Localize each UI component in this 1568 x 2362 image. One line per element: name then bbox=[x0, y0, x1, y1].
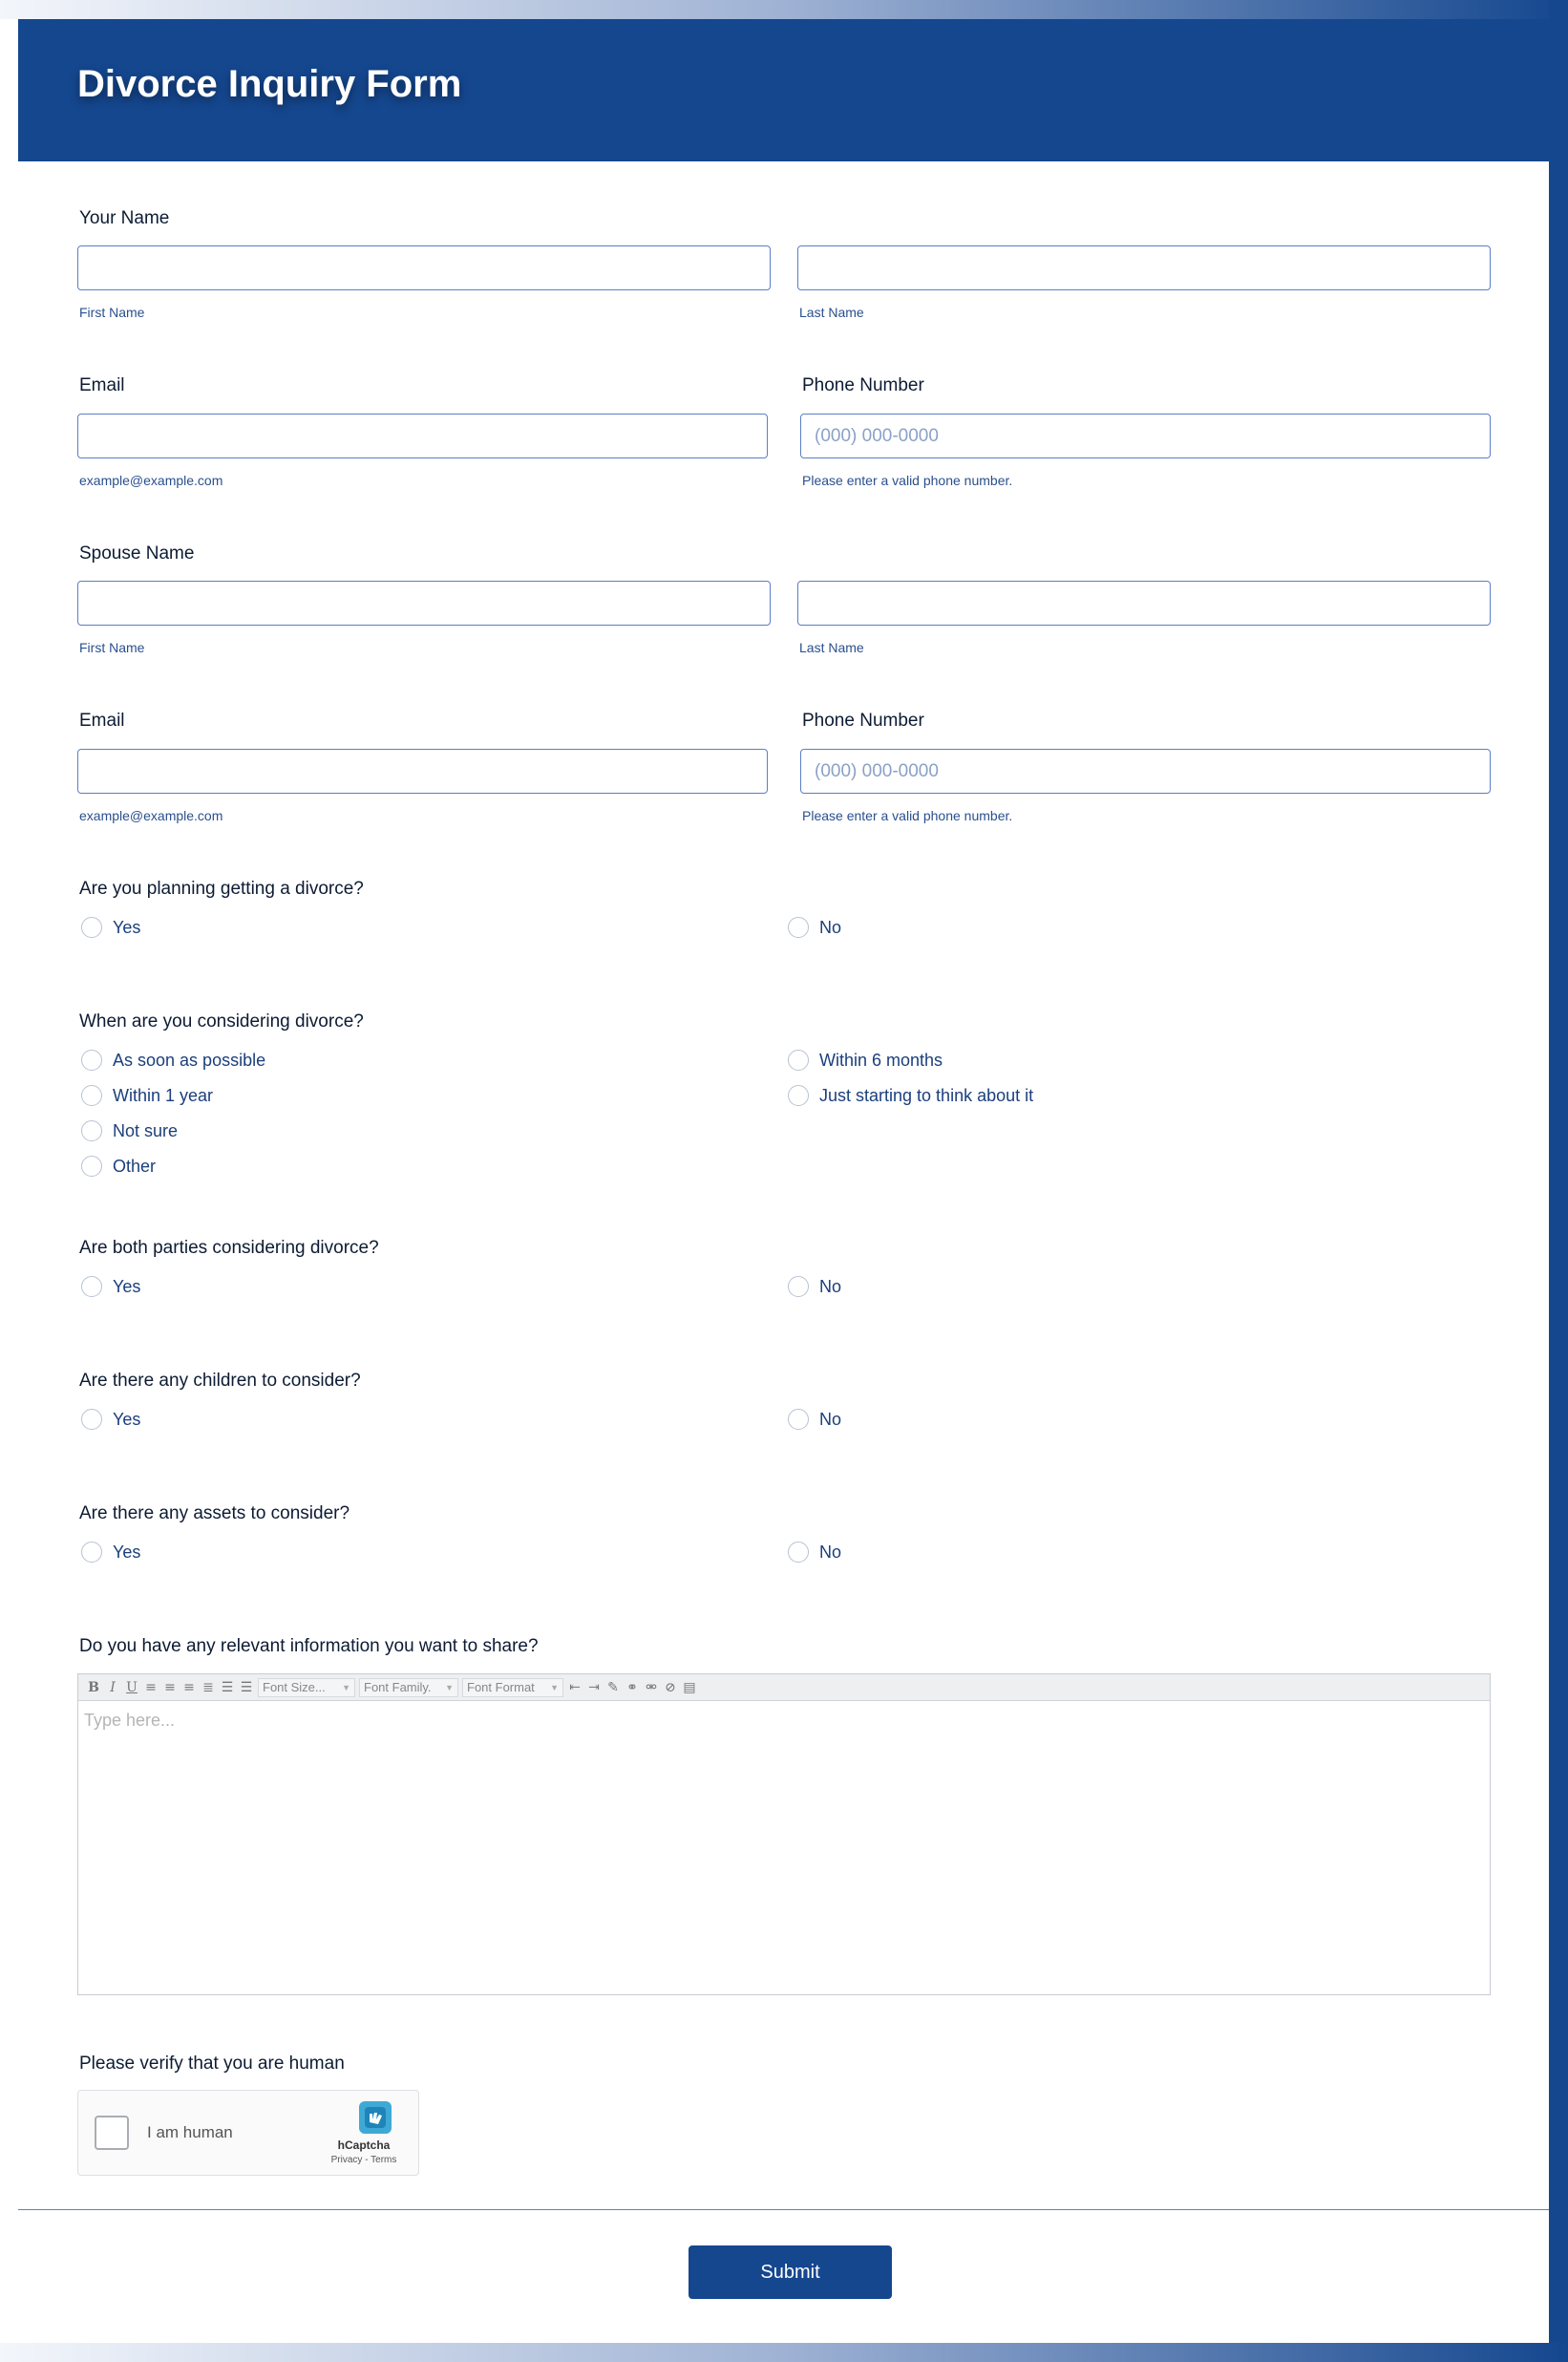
editor-toolbar bbox=[78, 1674, 1490, 1701]
unordered-list-icon[interactable]: ☰ bbox=[240, 1679, 253, 1695]
radio-circle-icon[interactable] bbox=[81, 1156, 102, 1177]
underline-icon[interactable]: U bbox=[126, 1679, 138, 1695]
font-family-select[interactable] bbox=[359, 1678, 458, 1697]
both-parties-question: Are both parties considering divorce? bbox=[79, 1238, 379, 1258]
spouse-phone-input[interactable] bbox=[800, 749, 1491, 794]
radio-label: Just starting to think about it bbox=[819, 1085, 1034, 1105]
spouse-phone-sublabel: Please enter a valid phone number. bbox=[802, 808, 1013, 823]
font-size-select[interactable] bbox=[258, 1678, 355, 1697]
submit-button[interactable]: Submit bbox=[689, 2245, 892, 2299]
both-parties-option-no[interactable] bbox=[788, 1276, 841, 1297]
font-format-select-label: Font Format bbox=[467, 1680, 535, 1694]
relevant-info-label: Do you have any relevant information you want to share? bbox=[79, 1636, 539, 1656]
outdent-icon[interactable]: ⇤ bbox=[569, 1679, 581, 1695]
relevant-info-textarea[interactable] bbox=[78, 1701, 1490, 1994]
radio-circle-icon[interactable] bbox=[788, 1409, 809, 1430]
form-header bbox=[18, 19, 1549, 161]
your-last-name-input[interactable] bbox=[797, 245, 1491, 290]
spouse-email-label: Email bbox=[79, 711, 125, 731]
radio-label: Within 1 year bbox=[113, 1085, 214, 1105]
planning-divorce-option-yes[interactable] bbox=[81, 917, 140, 938]
radio-label: No bbox=[819, 1409, 842, 1429]
spouse-last-name-input[interactable] bbox=[797, 581, 1491, 626]
when-option-just-starting[interactable] bbox=[788, 1085, 1033, 1106]
remove-format-icon[interactable]: ⊘ bbox=[665, 1679, 676, 1695]
radio-circle-icon[interactable] bbox=[81, 1409, 102, 1430]
when-option-other[interactable] bbox=[81, 1156, 156, 1177]
radio-label: Within 6 months bbox=[819, 1050, 943, 1070]
align-center-icon[interactable]: ≡ bbox=[164, 1679, 176, 1695]
when-option-asap[interactable] bbox=[81, 1050, 265, 1071]
radio-label: Yes bbox=[113, 917, 141, 937]
spouse-phone-label: Phone Number bbox=[802, 711, 924, 731]
your-email-label: Email bbox=[79, 375, 125, 395]
background-bottom-band bbox=[0, 2343, 1568, 2362]
your-first-name-input[interactable] bbox=[77, 245, 771, 290]
spouse-name-label: Spouse Name bbox=[79, 543, 195, 564]
font-size-select-label: Font Size... bbox=[263, 1680, 326, 1694]
radio-label: No bbox=[819, 917, 842, 937]
captcha-checkbox-text: I am human bbox=[147, 2123, 233, 2141]
align-left-icon[interactable]: ≡ bbox=[145, 1679, 157, 1695]
spouse-email-input[interactable] bbox=[77, 749, 768, 794]
radio-circle-icon[interactable] bbox=[81, 917, 102, 938]
spouse-email-sublabel: example@example.com bbox=[79, 808, 223, 823]
both-parties-option-yes[interactable] bbox=[81, 1276, 140, 1297]
when-option-1-year[interactable] bbox=[81, 1085, 213, 1106]
font-family-select-label: Font Family. bbox=[364, 1680, 432, 1694]
radio-circle-icon[interactable] bbox=[788, 1276, 809, 1297]
background-top-band bbox=[0, 0, 1568, 19]
radio-label: No bbox=[819, 1542, 842, 1562]
radio-circle-icon[interactable] bbox=[788, 917, 809, 938]
chevron-down-icon: ▼ bbox=[445, 1682, 454, 1692]
radio-label: Not sure bbox=[113, 1120, 179, 1140]
html-source-icon[interactable]: ▤ bbox=[683, 1679, 696, 1695]
your-email-input[interactable] bbox=[77, 414, 768, 458]
radio-circle-icon[interactable] bbox=[81, 1120, 102, 1141]
radio-label: Yes bbox=[113, 1542, 141, 1562]
when-option-not-sure[interactable] bbox=[81, 1120, 178, 1141]
your-name-label: Your Name bbox=[79, 208, 170, 228]
radio-circle-icon[interactable] bbox=[788, 1542, 809, 1563]
background-right-band bbox=[1549, 0, 1568, 2362]
children-question: Are there any children to consider? bbox=[79, 1371, 361, 1391]
radio-label: No bbox=[819, 1276, 842, 1296]
captcha-checkbox[interactable] bbox=[95, 2116, 129, 2150]
your-email-sublabel: example@example.com bbox=[79, 473, 223, 488]
link-icon[interactable]: ⚭ bbox=[626, 1679, 638, 1695]
hcaptcha-logo-icon bbox=[357, 2099, 393, 2140]
radio-label: Yes bbox=[113, 1276, 141, 1296]
hcaptcha-widget bbox=[77, 2090, 419, 2176]
radio-circle-icon[interactable] bbox=[81, 1542, 102, 1563]
when-considering-question: When are you considering divorce? bbox=[79, 1011, 364, 1032]
radio-label: Other bbox=[113, 1156, 157, 1176]
captcha-links[interactable]: Privacy - Terms bbox=[330, 2155, 397, 2165]
your-last-name-sublabel: Last Name bbox=[799, 305, 864, 320]
radio-label: As soon as possible bbox=[113, 1050, 266, 1070]
form-title: Divorce Inquiry Form bbox=[77, 63, 462, 105]
radio-circle-icon[interactable] bbox=[81, 1085, 102, 1106]
footer-divider bbox=[18, 2209, 1549, 2210]
your-phone-label: Phone Number bbox=[802, 375, 924, 395]
rich-text-editor bbox=[77, 1673, 1491, 1995]
chevron-down-icon: ▼ bbox=[550, 1682, 559, 1692]
form-card bbox=[18, 19, 1549, 2343]
bold-icon[interactable]: B bbox=[88, 1679, 99, 1695]
radio-circle-icon[interactable] bbox=[788, 1050, 809, 1071]
assets-question: Are there any assets to consider? bbox=[79, 1503, 350, 1523]
children-option-no[interactable] bbox=[788, 1409, 841, 1430]
your-phone-input[interactable] bbox=[800, 414, 1491, 458]
font-format-select[interactable] bbox=[462, 1678, 563, 1697]
radio-circle-icon[interactable] bbox=[81, 1050, 102, 1071]
captcha-brand: hCaptcha bbox=[337, 2139, 391, 2152]
chevron-down-icon: ▼ bbox=[342, 1682, 350, 1692]
spouse-first-name-input[interactable] bbox=[77, 581, 771, 626]
align-justify-icon[interactable]: ≣ bbox=[202, 1679, 214, 1695]
your-first-name-sublabel: First Name bbox=[79, 305, 145, 320]
spouse-first-name-sublabel: First Name bbox=[79, 640, 145, 655]
unlink-icon[interactable]: ⚮ bbox=[646, 1679, 657, 1695]
align-right-icon[interactable]: ≡ bbox=[183, 1679, 195, 1695]
assets-option-yes[interactable] bbox=[81, 1542, 140, 1563]
assets-option-no[interactable] bbox=[788, 1542, 841, 1563]
captcha-label: Please verify that you are human bbox=[79, 2053, 345, 2074]
radio-circle-icon[interactable] bbox=[788, 1085, 809, 1106]
planning-divorce-question: Are you planning getting a divorce? bbox=[79, 879, 364, 899]
ordered-list-icon[interactable]: ☰ bbox=[221, 1679, 234, 1695]
your-phone-sublabel: Please enter a valid phone number. bbox=[802, 473, 1013, 488]
children-option-yes[interactable] bbox=[81, 1409, 140, 1430]
spouse-last-name-sublabel: Last Name bbox=[799, 640, 864, 655]
planning-divorce-option-no[interactable] bbox=[788, 917, 841, 938]
format-icon[interactable]: ✎ bbox=[607, 1679, 619, 1695]
when-option-6-months[interactable] bbox=[788, 1050, 943, 1071]
italic-icon[interactable]: I bbox=[110, 1679, 116, 1695]
indent-icon[interactable]: ⇥ bbox=[588, 1679, 600, 1695]
radio-label: Yes bbox=[113, 1409, 141, 1429]
radio-circle-icon[interactable] bbox=[81, 1276, 102, 1297]
